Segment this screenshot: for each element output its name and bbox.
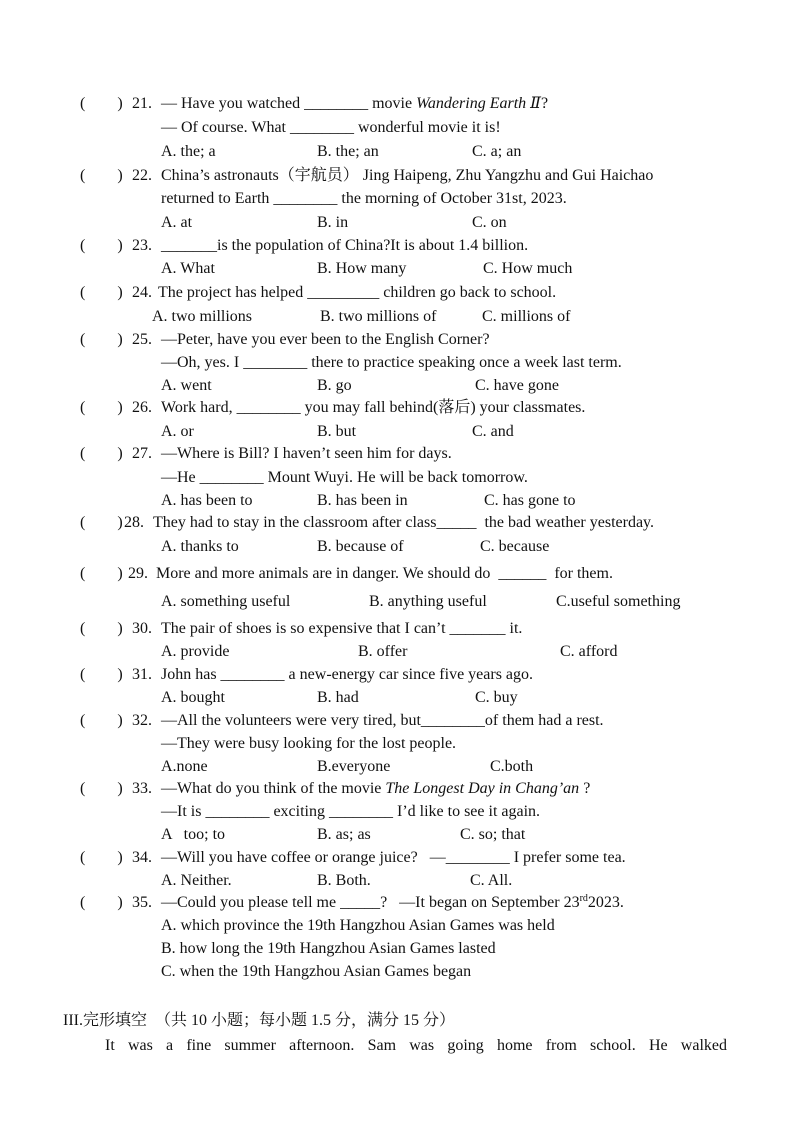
option-a: A. or (161, 423, 194, 440)
question-number: 26. (132, 399, 152, 416)
option-b: B. had (317, 689, 359, 706)
option-a: A. provide (161, 643, 230, 660)
option-a: A. the; a (161, 143, 216, 160)
option-b: B. anything useful (369, 593, 487, 610)
answer-paren: ( ) (80, 849, 123, 866)
question-25-reply: —Oh, yes. I ________ there to practice speaking once a week last term. (161, 354, 622, 371)
answer-paren: ( ) (80, 666, 123, 683)
option-b: B. in (317, 214, 349, 231)
question-22-stem: China’s astronauts（宇航员） Jing Haipeng, Zhu Yangzhu and Gui Haichao (161, 167, 654, 184)
answer-paren: ( ) (80, 331, 123, 348)
answer-paren: ( ) (80, 620, 123, 637)
option-b: B.everyone (317, 758, 391, 775)
question-29-stem: More and more animals are in danger. We should do ______ for them. (156, 565, 613, 582)
question-number: 34. (132, 849, 152, 866)
question-34-stem: —Will you have coffee or orange juice? —________ I prefer some tea. (161, 849, 626, 866)
answer-paren: ( ) (80, 95, 123, 112)
question-23-stem: _______is the population of China?It is about 1.4 billion. (161, 237, 529, 254)
question-28-stem: They had to stay in the classroom after class_____ the bad weather yesterday. (153, 514, 655, 531)
option-a: A too; to (161, 826, 226, 843)
question-35-stem: —Could you please tell me _____? —It began on September 23rd2023. (161, 893, 624, 911)
option-a: A. at (161, 214, 193, 231)
answer-paren: ( ) (80, 780, 123, 797)
option-c: C. have gone (475, 377, 559, 394)
option-a: A. bought (161, 689, 225, 706)
answer-paren: ( ) (80, 565, 123, 582)
question-27-stem: —Where is Bill? I haven’t seen him for days. (161, 445, 452, 462)
option-a: A. which province the 19th Hangzhou Asian Games was held (161, 917, 555, 934)
option-a: A. has been to (161, 492, 253, 509)
option-b: B. go (317, 377, 352, 394)
option-c: C. when the 19th Hangzhou Asian Games began (161, 963, 472, 980)
option-a: A. something useful (161, 593, 291, 610)
section-heading: III.完形填空 （共 10 小题；每小题 1.5 分，满分 15 分） (63, 1012, 455, 1029)
question-24-stem: The project has helped _________ children go back to school. (158, 284, 557, 301)
option-b: B. but (317, 423, 357, 440)
option-b: B. offer (358, 643, 408, 660)
option-c: C. and (472, 423, 514, 440)
question-number: 30. (132, 620, 152, 637)
option-b: B. the; an (317, 143, 379, 160)
option-c: C.useful something (556, 593, 681, 610)
question-30-stem: The pair of shoes is so expensive that I can’t _______ it. (161, 620, 523, 637)
question-21-stem: — Have you watched ________ movie Wandering Earth Ⅱ? (161, 95, 549, 112)
answer-paren: ( ) (80, 167, 123, 184)
question-number: 22. (132, 167, 152, 184)
option-a: A. two millions (152, 308, 253, 325)
question-number: 29. (128, 565, 148, 582)
question-32-reply: —They were busy looking for the lost people. (161, 735, 457, 752)
answer-paren: ( ) (80, 237, 123, 254)
answer-paren: ( ) (80, 712, 123, 729)
option-c: C. has gone to (484, 492, 576, 509)
answer-paren: ( ) (80, 894, 123, 911)
answer-paren: ( ) (80, 284, 123, 301)
question-number: 23. (132, 237, 152, 254)
answer-paren: ( ) (80, 399, 123, 416)
question-31-stem: John has ________ a new-energy car since five years ago. (161, 666, 534, 683)
option-c: C. afford (560, 643, 618, 660)
question-number: 25. (132, 331, 152, 348)
passage-first-line: It was a fine summer afternoon. Sam was going home from school. He walked (105, 1037, 727, 1054)
option-b: B. has been in (317, 492, 408, 509)
option-a: A. went (161, 377, 212, 394)
option-c: C. All. (470, 872, 513, 889)
option-b: B. as; as (317, 826, 371, 843)
answer-paren: ( ) (80, 445, 123, 462)
option-c: C. millions of (482, 308, 571, 325)
question-21-reply: — Of course. What ________ wonderful movie it is! (161, 119, 501, 136)
option-c: C. because (480, 538, 550, 555)
answer-paren: ( ) (80, 514, 123, 531)
question-number: 35. (132, 894, 152, 911)
option-b: B. because of (317, 538, 404, 555)
question-number: 24. (132, 284, 152, 301)
question-number: 27. (132, 445, 152, 462)
option-c: C. buy (475, 689, 518, 706)
question-number: 33. (132, 780, 152, 797)
option-b: B. how long the 19th Hangzhou Asian Games lasted (161, 940, 496, 957)
option-c: C.both (490, 758, 534, 775)
option-a: A. thanks to (161, 538, 239, 555)
option-c: C. on (472, 214, 507, 231)
question-number: 32. (132, 712, 152, 729)
question-number: 21. (132, 95, 152, 112)
question-32-stem: —All the volunteers were very tired, but________of them had a rest. (161, 712, 604, 729)
question-25-stem: —Peter, have you ever been to the English Corner? (161, 331, 490, 348)
option-b: B. Both. (317, 872, 371, 889)
question-number: 28. (124, 514, 144, 531)
option-c: C. a; an (472, 143, 522, 160)
option-b: B. two millions of (320, 308, 437, 325)
question-33-reply: —It is ________ exciting ________ I’d like to see it again. (161, 803, 541, 820)
question-26-stem: Work hard, ________ you may fall behind(落后) your classmates. (161, 399, 586, 416)
option-a: A. Neither. (161, 872, 232, 889)
question-22-stem-cont: returned to Earth ________ the morning of October 31st, 2023. (161, 190, 567, 207)
question-33-stem: —What do you think of the movie The Longest Day in Chang’an ? (161, 780, 591, 797)
option-b: B. How many (317, 260, 407, 277)
question-number: 31. (132, 666, 152, 683)
option-c: C. so; that (460, 826, 526, 843)
option-a: A.none (161, 758, 208, 775)
option-a: A. What (161, 260, 215, 277)
question-27-reply: —He ________ Mount Wuyi. He will be back tomorrow. (161, 469, 528, 486)
option-c: C. How much (483, 260, 573, 277)
